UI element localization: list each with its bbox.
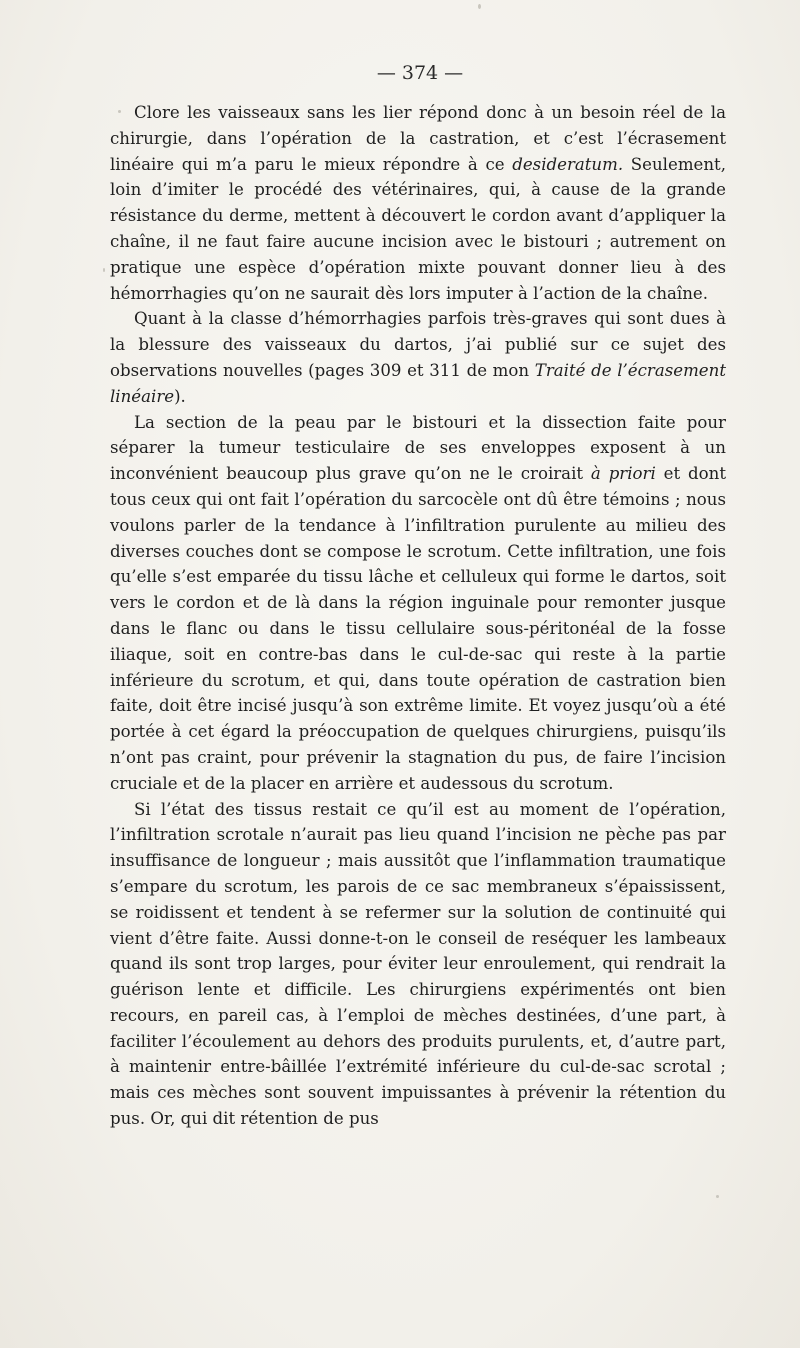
paper-speck: [716, 1195, 719, 1198]
paper-speck: [478, 4, 481, 9]
italic-text-run: à priori: [590, 464, 656, 484]
paragraph: [110, 306, 726, 409]
italic-text-run: desideratum.: [512, 154, 624, 174]
paragraph: [110, 410, 726, 797]
text-run: La section de la peau par le bistouri et la dissection faite pour séparer la tumeur testiculaire de ses enveloppes exposent à un inconvénient beaucoup plus grave qu’on ne le croirait: [110, 412, 726, 484]
text-run: Quant à la classe d’hémorrhagies parfois très-graves qui sont dues à la blessure des vaisseaux du dartos, j’ai publié sur ce sujet des observations nouvelles (pages 309 et 311 de mon: [110, 309, 726, 380]
paragraph: [110, 100, 726, 306]
text-run: ).: [174, 386, 186, 406]
paper-speck: [103, 268, 105, 272]
body-text: [110, 100, 726, 1132]
paper-speck: [118, 110, 121, 113]
paragraph: [110, 797, 726, 1132]
text-run: Clore les vaisseaux sans les lier répond donc à un besoin réel de la chirurgie, dans l’opération de la castration, et c’est l’écrasement linéaire qui m’a paru le mieux répondre à ce: [110, 103, 726, 174]
text-run: et dont tous ceux qui ont fait l’opération du sarcocèle ont dû être témoins ; nous voulons parler de la tendance à l’infiltration purulente au milieu des diverses couches dont se compose le scrotum. Cette infiltration, une fois qu’elle s’est emparée du tissu lâche et celluleux qui forme le dartos, soit vers le cordon et de là dans la région inguinale pour remonter jusque dans le flanc ou dans le tissu cellulaire sous-péritonéal de la fosse iliaque, soit en contre-bas dans le cul-de-sac qui reste à la partie inférieure du scrotum, et qui, dans toute opération de castration bien faite, doit être incisé jusqu’à son extrême limite. Et voyez jusqu’où a été portée à cet égard la préoccupation de quelques chirurgiens, puisqu’ils n’ont pas craint, pour prévenir la stagnation du pus, de faire l’incision cruciale et de la placer en arrière et audessous du scrotum.: [110, 464, 726, 793]
page-number: — 374 —: [376, 62, 464, 84]
text-run: Si l’état des tissus restait ce qu’il est au moment de l’opération, l’infiltration scrotale n’aurait pas lieu quand l’incision ne pèche pas par insuffisance de longueur ; mais aussitôt que l’inflammation traumatique s’empare du scrotum, les parois de ce sac membraneux s’épaississent, se roidissent et tendent à se refermer sur la solution de continuité qui vient d’être faite. Aussi donne-t-on le conseil de reséquer les lambeaux quand ils sont trop larges, pour éviter leur enroulement, qui rendrait la guérison lente et difficile. Les chirurgiens expérimentés ont bien recours, en pareil cas, à l’emploi de mèches destinées, d’une part, à faciliter l’écoulement au dehors des produits purulents, et, d’autre part, à maintenir entre-bâillée l’extrémité inférieure du cul-de-sac scrotal ; mais ces mèches sont souvent impuissantes à prévenir la rétention du pus. Or, qui dit rétention de pus: [110, 799, 726, 1129]
text-run: Seulement, loin d’imiter le procédé des vétérinaires, qui, à cause de la grande résistance du derme, mettent à découvert le cordon avant d’appliquer la chaîne, il ne faut faire aucune incision avec le bistouri ; autrement on pratique une espèce d’opération mixte pouvant donner lieu à des hémorrhagies qu’on ne saurait dès lors imputer à l’action de la chaîne.: [110, 154, 726, 303]
italic-text-run: Traité de l’écrasement linéaire: [110, 360, 726, 406]
